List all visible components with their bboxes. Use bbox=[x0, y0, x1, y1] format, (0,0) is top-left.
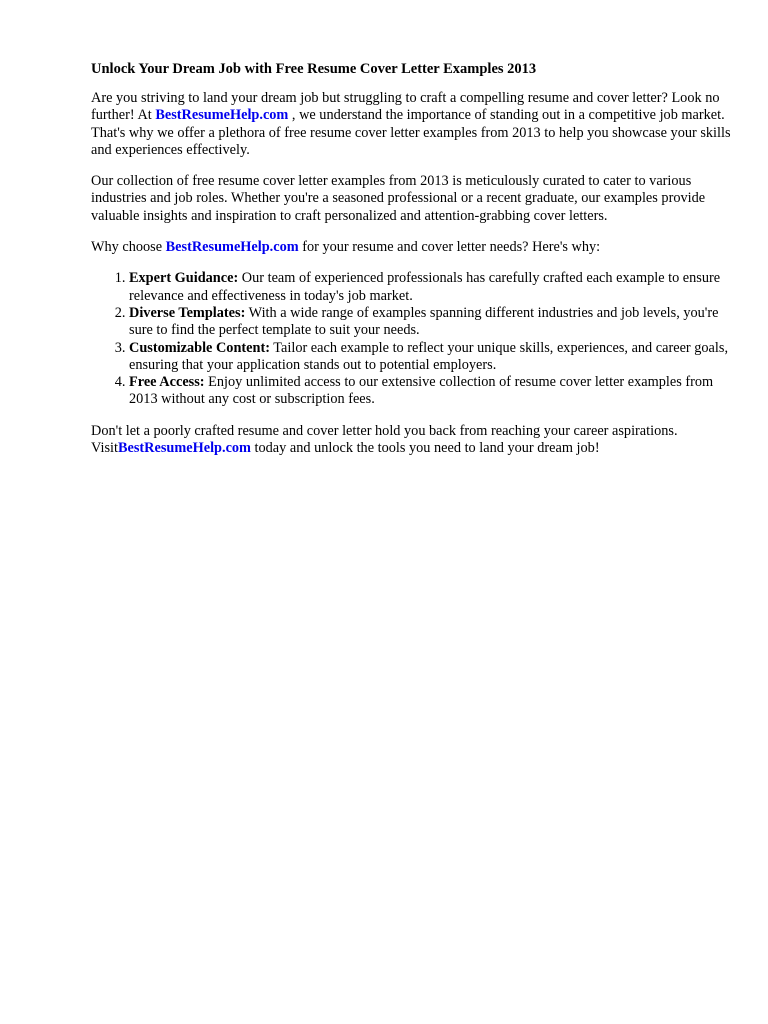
why-text-end: for your resume and cover letter needs? Here's why: bbox=[298, 239, 601, 256]
closing-text-end: today and unlock the tools you need to land your dream job! bbox=[250, 440, 600, 457]
document-page bbox=[91, 60, 731, 471]
reason-text: Enjoy unlimited access to our extensive collection of resume cover letter examples from 2013 without any cost or subscription fees. bbox=[129, 374, 714, 408]
reason-term: Expert Guidance: bbox=[129, 270, 239, 287]
reason-item-customizable-content bbox=[129, 340, 731, 375]
why-site-link[interactable]: BestResumeHelp.com bbox=[165, 239, 299, 256]
reason-text: With a wide range of examples spanning different industries and job levels, you're sure to find the perfect template to suit your needs. bbox=[129, 304, 719, 339]
reason-item-diverse-templates bbox=[129, 305, 731, 340]
intro-text-start: Are you striving to land your dream job but struggling to craft a compelling resume and cover letter? Look no further! At bbox=[91, 90, 720, 124]
document-title: Unlock Your Dream Job with Free Resume Cover Letter Examples 2013 bbox=[91, 61, 537, 77]
why-text-start: Why choose bbox=[91, 239, 166, 256]
intro-site-link[interactable]: BestResumeHelp.com bbox=[155, 107, 289, 124]
reason-text: Our team of experienced professionals has carefully crafted each example to ensure relevance and effectiveness in today's job market. bbox=[129, 270, 721, 304]
reason-item-free-access bbox=[129, 374, 731, 409]
reasons-list bbox=[91, 270, 731, 408]
collection-paragraph: Our collection of free resume cover letter examples from 2013 is meticulously curated to cater to various industries and job roles. Whether you're a seasoned professional or a recent graduate, our examples provide valuable insights and inspiration to craft personalized and attention-grabbing cover letters. bbox=[91, 173, 706, 224]
closing-site-link[interactable]: BestResumeHelp.com bbox=[117, 440, 251, 457]
closing-text-start: Don't let a poorly crafted resume and cover letter hold you back from reaching your career aspirations. Visit bbox=[91, 422, 678, 457]
intro-text-end: , we understand the importance of standing out in a competitive job market. That's why we offer a plethora of free resume cover letter examples from 2013 to help you showcase your skills and experiences effectively. bbox=[91, 107, 731, 158]
closing-paragraph bbox=[91, 423, 731, 458]
reason-term: Free Access: bbox=[129, 374, 205, 391]
why-paragraph bbox=[91, 239, 731, 256]
reason-term: Diverse Templates: bbox=[129, 304, 246, 321]
reason-text: Tailor each example to reflect your unique skills, experiences, and career goals, ensuring that your application stands out to potential employers. bbox=[129, 339, 729, 373]
reason-item-expert-guidance bbox=[129, 270, 731, 305]
reason-term: Customizable Content: bbox=[129, 339, 270, 356]
intro-paragraph bbox=[91, 90, 731, 159]
